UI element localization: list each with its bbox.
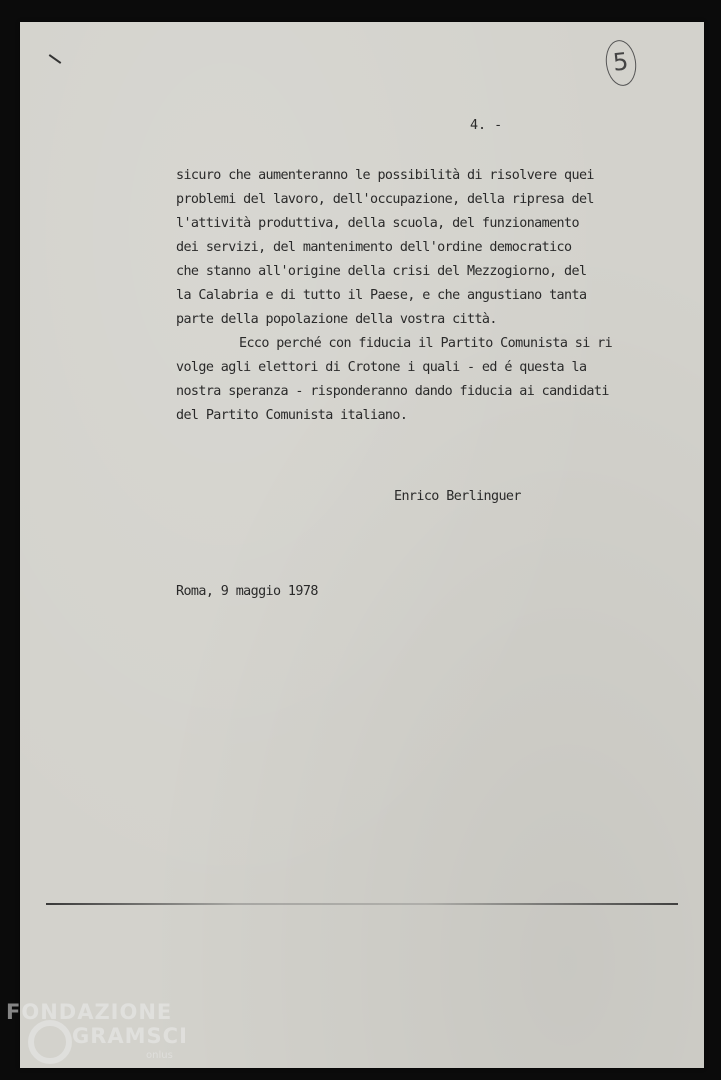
archive-page-mark: 5: [611, 47, 630, 77]
paragraph-2-line: Ecco perché con fiducia il Partito Comunista si ri: [239, 336, 613, 351]
dateline: Roma, 9 maggio 1978: [176, 584, 318, 599]
letter-body: [176, 164, 696, 428]
watermark-line-3: onlus: [146, 1050, 173, 1061]
watermark-g-icon: [28, 1020, 72, 1064]
paragraph-1-line: parte della popolazione della vostra città.: [176, 312, 497, 327]
paragraph-2-line: nostra speranza - risponderanno dando fiducia ai candidati: [176, 384, 609, 399]
watermark-line-1: FONDAZIONE: [6, 1000, 173, 1024]
paragraph-1-line: la Calabria e di tutto il Paese, e che angustiano tanta: [176, 288, 587, 303]
paragraph-2-line: volge agli elettori di Crotone i quali - ed é questa la: [176, 360, 587, 375]
paragraph-2-line: del Partito Comunista italiano.: [176, 408, 408, 423]
paragraph-1-line: dei servizi, del mantenimento dell'ordine democratico: [176, 240, 572, 255]
paragraph-1-line: che stanno all'origine della crisi del Mezzogiorno, del: [176, 264, 587, 279]
watermark-line-2: GRAMSCI: [72, 1024, 188, 1048]
page-number: 4. -: [470, 118, 503, 133]
signature: Enrico Berlinguer: [394, 489, 521, 504]
paragraph-1-line: problemi del lavoro, dell'occupazione, della ripresa del: [176, 192, 594, 207]
fold-line: [46, 903, 678, 905]
watermark-logo: [6, 1000, 206, 1080]
paragraph-1-line: sicuro che aumenteranno le possibilità di risolvere quei: [176, 168, 594, 183]
paragraph-1-line: l'attività produttiva, della scuola, del funzionamento: [176, 216, 579, 231]
